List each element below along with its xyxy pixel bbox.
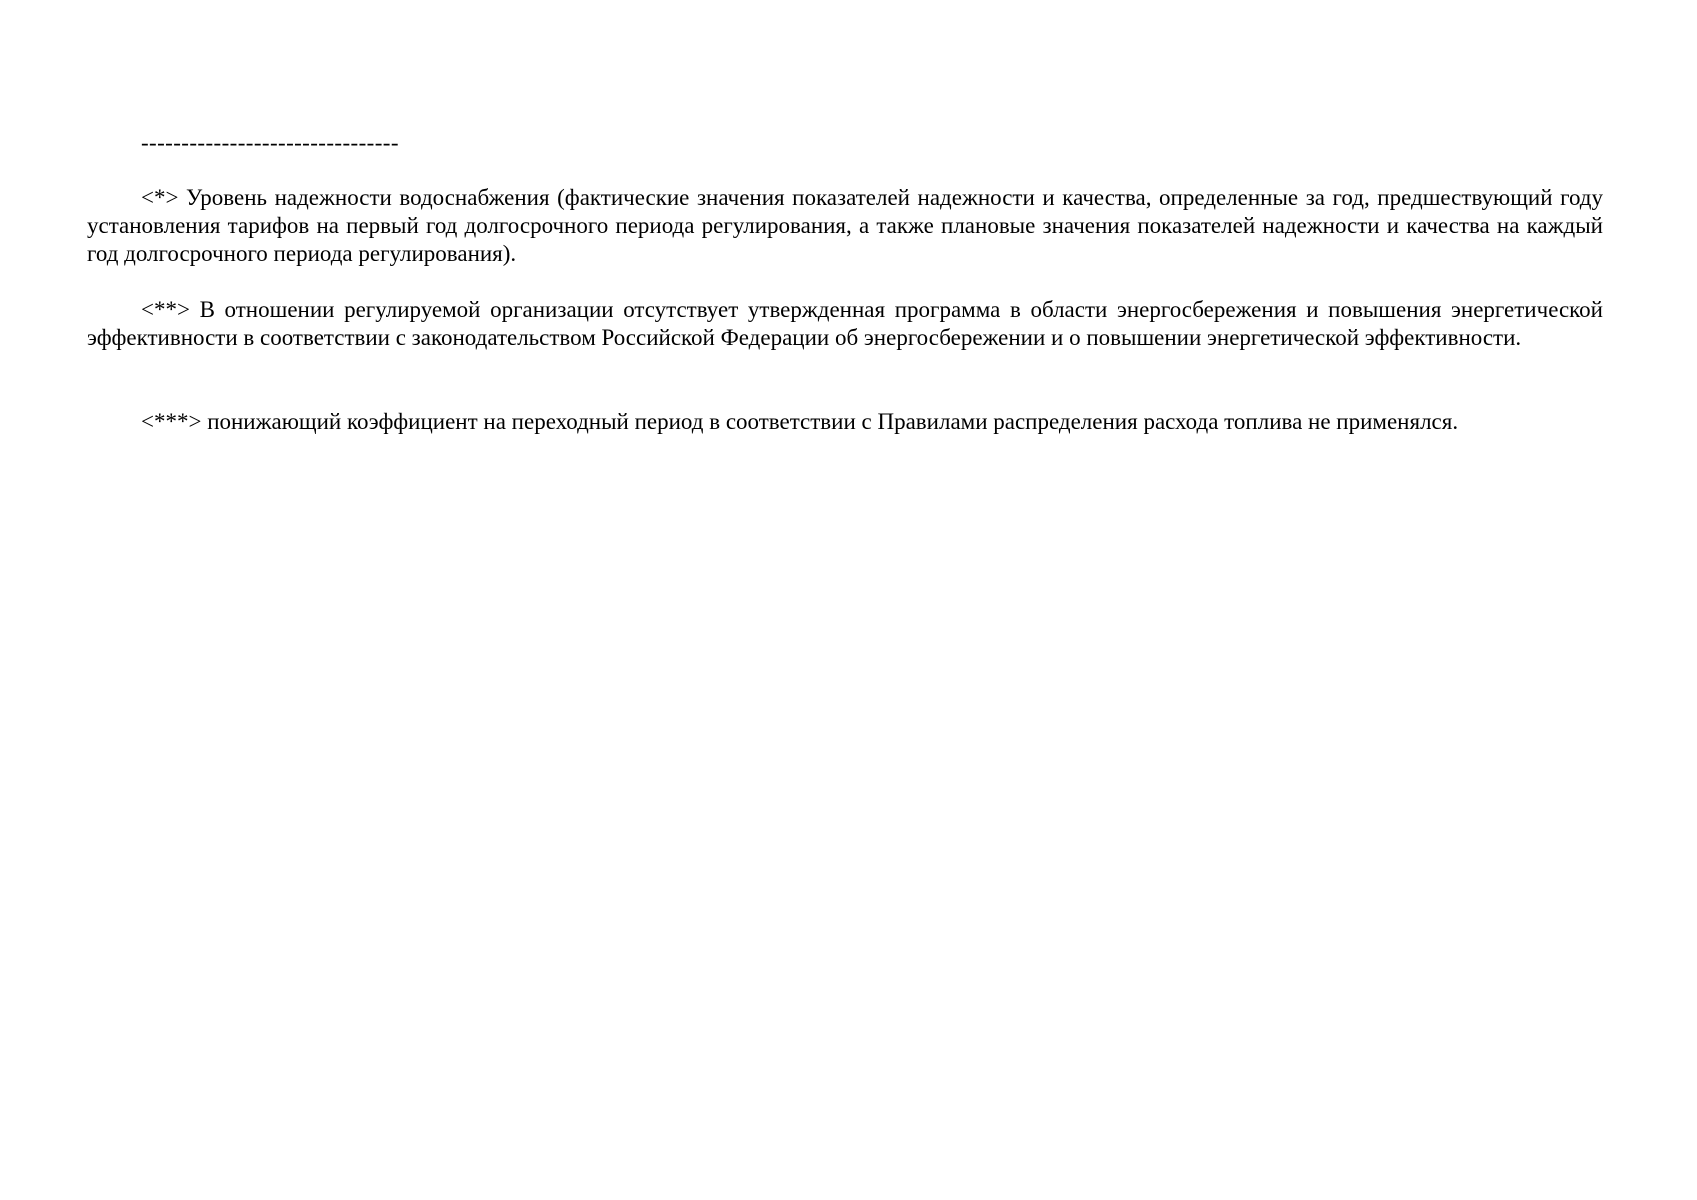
footnote-3: <***> понижающий коэффициент на переходный период в соответствии с Правилами распределения расхода топлива не применялся.	[141, 409, 1459, 434]
footnote-1: <*> Уровень надежности водоснабжения (фактические значения показателей надежности и качества, определенные за год, предшествующий году установления тарифов на первый год долгосрочного периода регулирования, а также плановые значения показателей надежности и качества на каждый год долгосрочного периода регулирования).	[87, 185, 1603, 266]
footnote-2: <**> В отношении регулируемой организации отсутствует утвержденная программа в области энергосбережения и повышения энергетической эффективности в соответствии с законодательством Российской Федерации об энергосбережении и о повышении энергетической эффективности.	[87, 297, 1603, 350]
footnote-separator: --------------------------------	[141, 130, 399, 155]
